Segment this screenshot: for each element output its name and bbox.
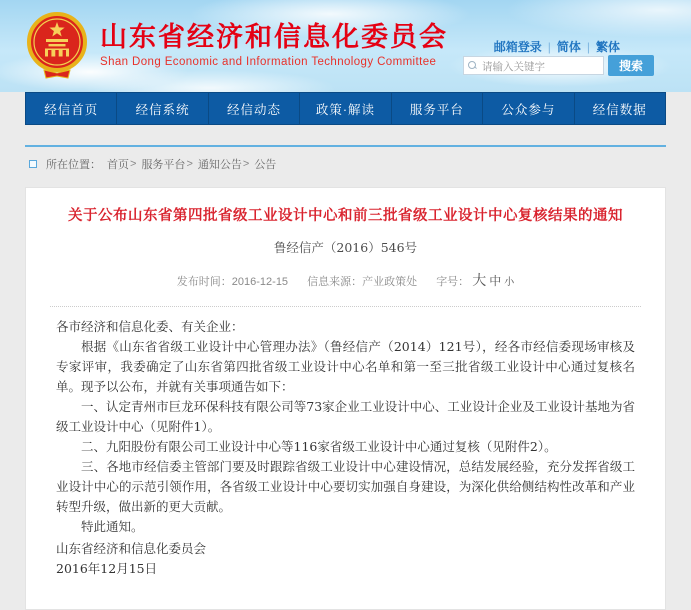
document-number: 鲁经信产（2016）546号 bbox=[273, 240, 418, 255]
nav-item-news[interactable]: 经信动态 bbox=[209, 93, 300, 124]
publish-date-value: 2016-12-15 bbox=[231, 276, 289, 288]
nav-item-service[interactable]: 服务平台 bbox=[392, 93, 483, 124]
breadcrumb-item-notices[interactable]: 通知公告 bbox=[197, 159, 242, 171]
font-size-large-button[interactable]: 大 bbox=[472, 272, 487, 288]
search-icon bbox=[468, 61, 476, 69]
dotted-divider bbox=[50, 306, 641, 307]
search-box bbox=[463, 55, 654, 76]
main-nav bbox=[25, 92, 666, 125]
pipe-divider: | bbox=[586, 40, 590, 54]
article-paragraph: 二、九阳股份有限公司工业设计中心等116家省级工业设计中心通过复核（见附件2）。 bbox=[81, 439, 557, 454]
source-label: 信息来源： bbox=[307, 276, 363, 288]
breadcrumb-item-service[interactable]: 服务平台 bbox=[141, 159, 186, 171]
breadcrumb-item-announcement[interactable]: 公告 bbox=[254, 159, 277, 171]
simplified-chinese-link[interactable]: 简体 bbox=[556, 40, 581, 54]
article-signature: 山东省经济和信息化委员会 bbox=[56, 541, 207, 556]
breadcrumb-separator: > bbox=[242, 158, 250, 170]
article-meta bbox=[56, 270, 635, 290]
mail-login-link[interactable]: 邮箱登录 bbox=[493, 40, 542, 54]
article-paragraph: 根据《山东省省级工业设计中心管理办法》（鲁经信产（2014）121号），经各市经信委现场审核及专家评审，我委确定了山东省第四批省级工业设计中心名单和第一至三批省级工业设计中心通过复核名单。现予以公布，并就有关事项通告如下： bbox=[56, 339, 635, 394]
breadcrumb-separator: > bbox=[130, 158, 137, 170]
publish-date-label: 发布时间： bbox=[176, 276, 232, 288]
square-bullet-icon bbox=[29, 160, 37, 168]
nav-item-participation[interactable]: 公众参与 bbox=[483, 93, 574, 124]
content-card bbox=[25, 187, 666, 610]
search-field-wrap bbox=[463, 56, 604, 75]
breadcrumb-separator: > bbox=[186, 158, 193, 170]
breadcrumb-item-home[interactable]: 首页 bbox=[107, 159, 129, 171]
nav-item-system[interactable]: 经信系统 bbox=[117, 93, 208, 124]
national-emblem-logo bbox=[24, 10, 90, 82]
article-body bbox=[56, 317, 635, 579]
source-value: 产业政策处 bbox=[362, 276, 418, 288]
nav-item-home[interactable]: 经信首页 bbox=[26, 93, 117, 124]
article-title: 关于公布山东省第四批省级工业设计中心和前三批省级工业设计中心复核结果的通知 bbox=[68, 208, 623, 224]
site-header bbox=[0, 0, 691, 92]
fontsize-label: 字号： bbox=[436, 276, 470, 288]
article-date: 2016年12月15日 bbox=[56, 561, 158, 576]
article-paragraph: 三、各地市经信委主管部门要及时跟踪省级工业设计中心建设情况，总结发展经验，充分发挥省级工业设计中心的示范引领作用，各省级工业设计中心要切实加强自身建设，为深化供给侧结构性改革和产业转型升级，做出新的更大贡献。 bbox=[56, 459, 635, 514]
nav-item-policy[interactable]: 政策·解读 bbox=[300, 93, 391, 124]
article-paragraph: 一、认定青州市巨龙环保科技有限公司等73家企业工业设计中心、工业设计企业及工业设计基地为省级工业设计中心（见附件1）。 bbox=[56, 399, 635, 434]
brand-block bbox=[100, 22, 448, 68]
font-size-small-button[interactable]: 小 bbox=[504, 277, 515, 288]
search-button[interactable]: 搜索 bbox=[608, 55, 654, 76]
site-title: 山东省经济和信息化委员会 bbox=[100, 22, 448, 52]
traditional-chinese-link[interactable]: 繁体 bbox=[595, 40, 620, 54]
pipe-divider: | bbox=[547, 40, 551, 54]
search-input[interactable] bbox=[464, 59, 603, 76]
breadcrumb-section bbox=[25, 145, 666, 172]
header-links bbox=[494, 38, 620, 55]
breadcrumb-label: 所在位置： bbox=[46, 159, 101, 171]
site-subtitle: Shan Dong Economic and Information Technology Committee bbox=[100, 56, 437, 68]
nav-item-data[interactable]: 经信数据 bbox=[592, 102, 647, 117]
article-salutation: 各市经济和信息化委、有关企业： bbox=[56, 319, 244, 334]
font-size-medium-button[interactable]: 中 bbox=[489, 274, 502, 288]
breadcrumb bbox=[29, 156, 662, 172]
article-closing: 特此通知。 bbox=[81, 519, 144, 534]
